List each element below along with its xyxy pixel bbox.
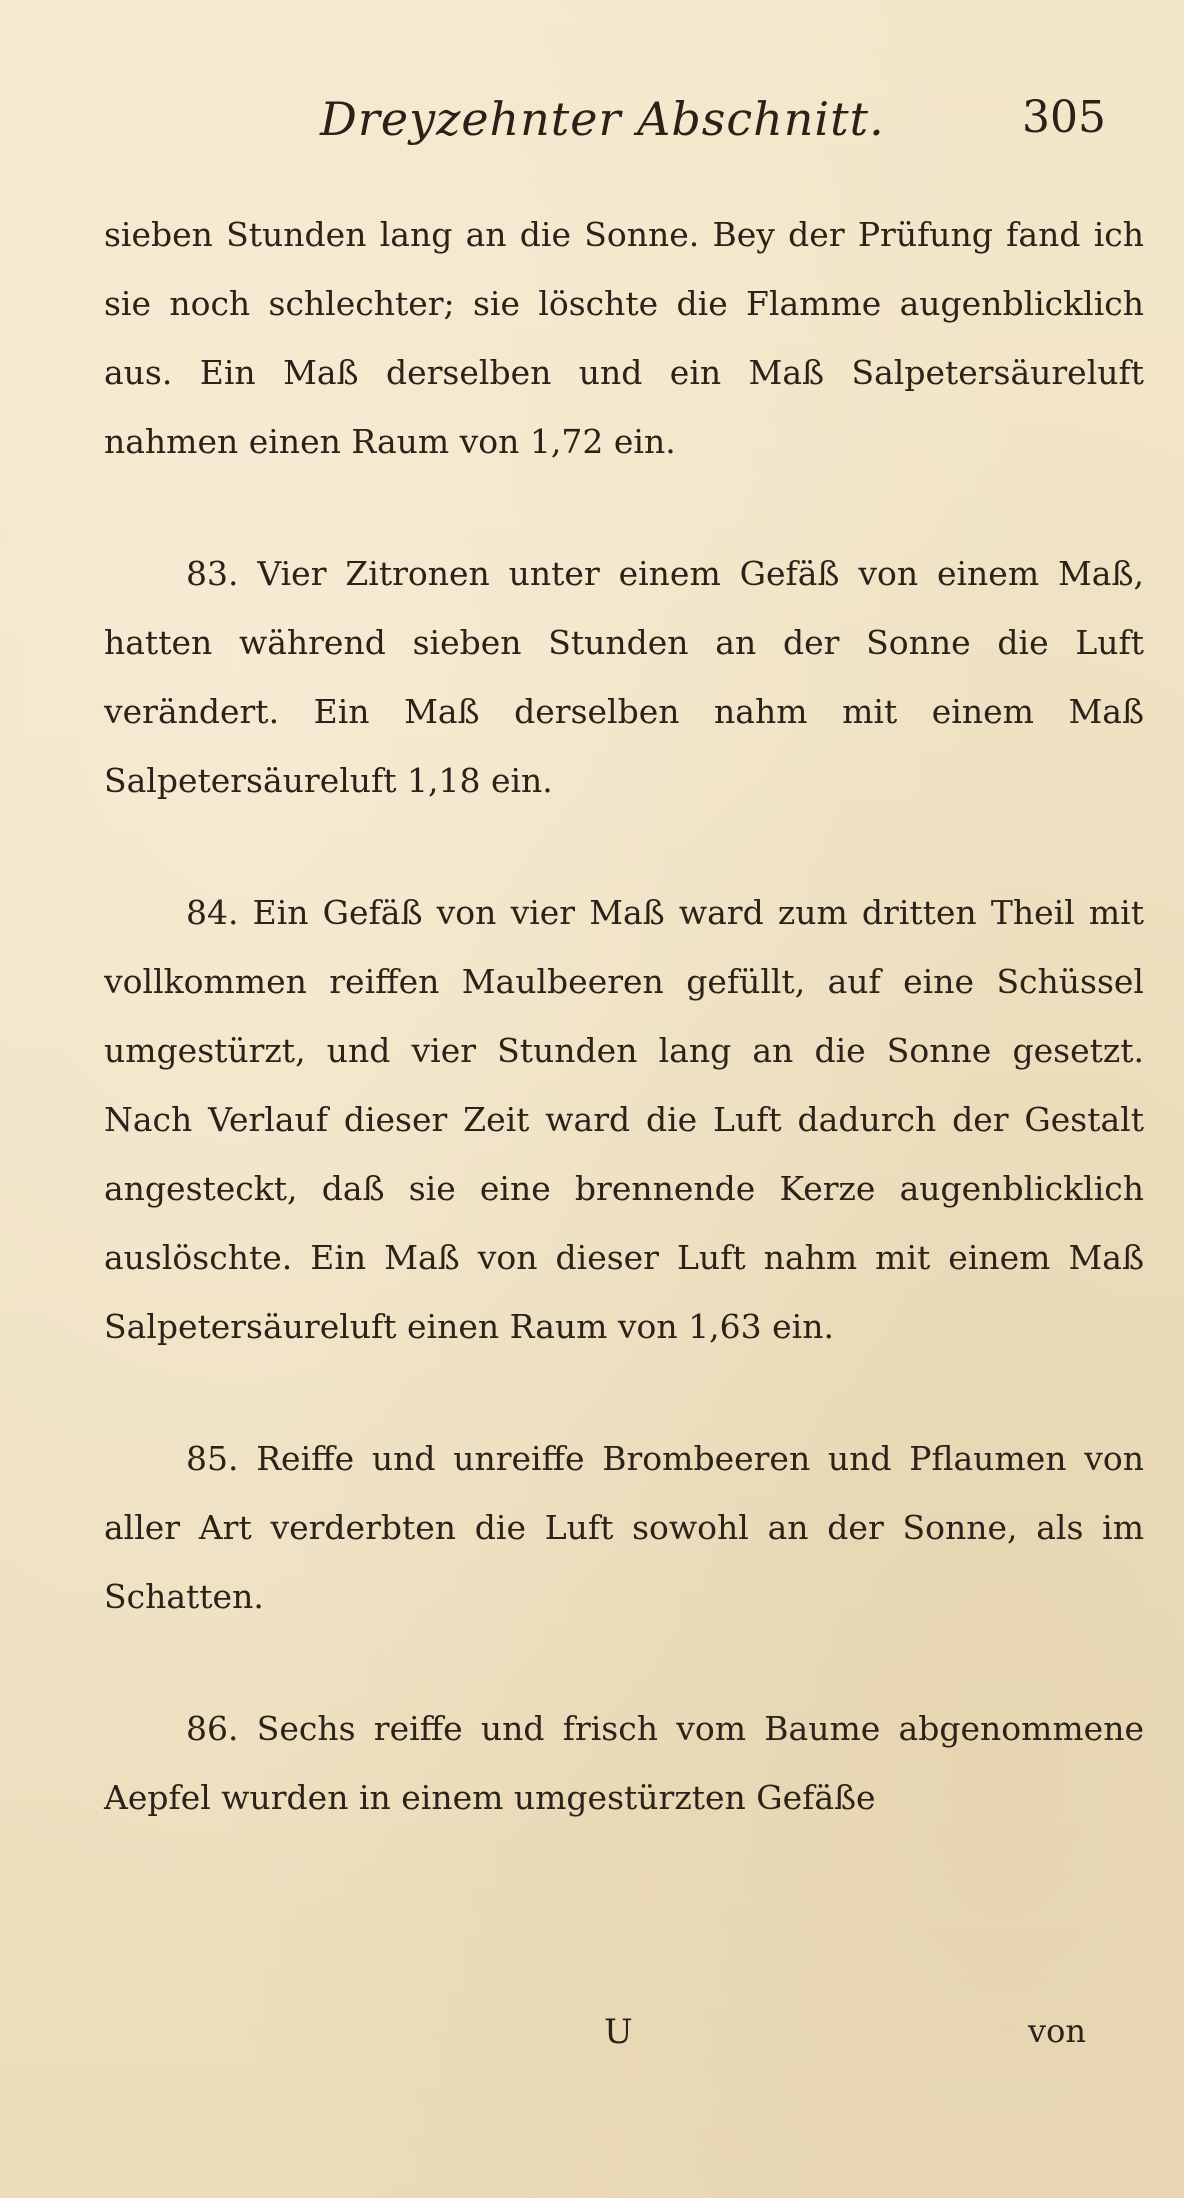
page-number: 305 [1022, 92, 1106, 143]
paragraph-continued: sieben Stunden lang an die Sonne. Bey der Prüfung fand ich sie noch schlechter; sie löschte die Flamme augenblicklich aus. Ein Maß derselben und ein Maß Salpetersäureluft nahmen einen Raum von 1,72 ein. [104, 215, 1144, 461]
running-title: Dreyzehnter Abschnitt. [320, 92, 885, 146]
paragraph-86: 86. Sechs reiffe und frisch vom Baume abgenommene Aepfel wurden in einem umgestürzten Gefäße [104, 1709, 1144, 1817]
paragraph-84: 84. Ein Gefäß von vier Maß ward zum dritten Theil mit vollkommen reiffen Maulbeeren gefüllt, auf eine Schüssel umgestürzt, und vier Stunden lang an die Sonne gesetzt. Nach Verlauf dieser Zeit ward die Luft dadurch der Gestalt angesteckt, daß sie eine brennende Kerze augenblicklich auslöschte. Ein Maß von dieser Luft nahm mit einem Maß Salpetersäureluft einen Raum von 1,63 ein. [104, 893, 1144, 1346]
signature-mark: U [604, 2012, 633, 2052]
page-header [0, 92, 1184, 152]
catchword: von [1028, 2012, 1086, 2050]
paragraph-85: 85. Reiffe und unreiffe Brombeeren und Pflaumen von aller Art verderbten die Luft sowohl an der Sonne, als im Schatten. [104, 1439, 1144, 1616]
page-footer [0, 2012, 1184, 2072]
paragraph-83: 83. Vier Zitronen unter einem Gefäß von einem Maß, hatten während sieben Stunden an der Sonne die Luft verändert. Ein Maß derselben nahm mit einem Maß Salpetersäureluft 1,18 ein. [104, 554, 1144, 800]
body-text [104, 200, 1144, 1895]
